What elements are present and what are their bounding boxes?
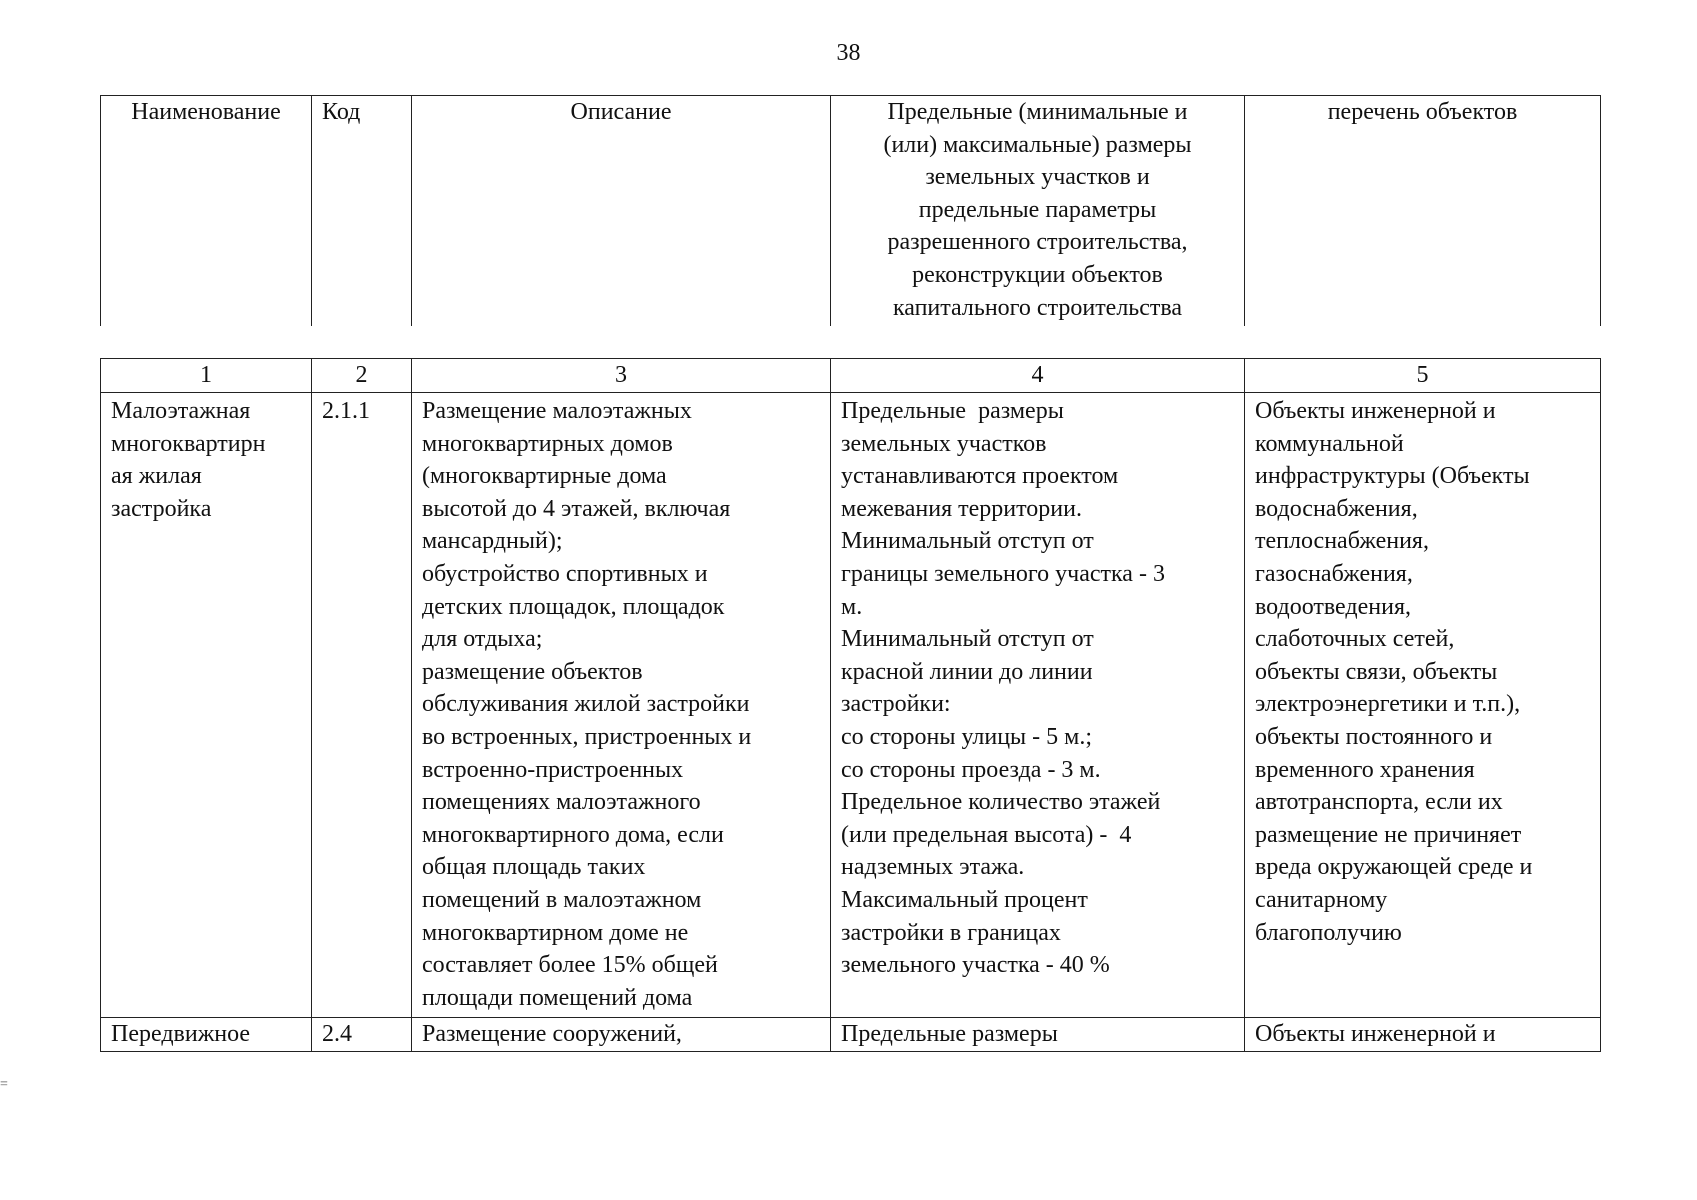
- description-line: размещение объектов: [422, 658, 643, 685]
- column-number-row: [101, 359, 1601, 393]
- parameters-line: Предельное количество этажей: [841, 789, 1161, 816]
- row-name-cell: Передвижное: [101, 1018, 312, 1052]
- parameters-line: устанавливаются проектом: [841, 463, 1119, 490]
- description-line: встроенно-пристроенных: [422, 756, 684, 783]
- objects-line: санитарному: [1255, 886, 1388, 913]
- header-parameters: [831, 96, 1245, 327]
- objects-line: объекты постоянного и: [1255, 723, 1493, 750]
- header-objects: перечень объектов: [1245, 96, 1601, 327]
- column-number: 1: [101, 359, 312, 393]
- description-line: детских площадок, площадок: [422, 593, 725, 620]
- objects-line: автотранспорта, если их: [1255, 789, 1503, 816]
- parameters-line: границы земельного участка - 3: [841, 560, 1165, 587]
- description-line: общая площадь таких: [422, 854, 646, 881]
- header-table: [100, 95, 1601, 326]
- objects-line: временного хранения: [1255, 756, 1475, 783]
- column-number: 2: [312, 359, 412, 393]
- page-number: 38: [836, 40, 861, 66]
- objects-line: инфраструктуры (Объекты: [1255, 463, 1530, 490]
- parameters-line: земельных участков: [841, 430, 1047, 457]
- row-description-cell: [412, 393, 831, 1018]
- description-line: для отдыха;: [422, 626, 543, 653]
- margin-mark: =: [0, 1077, 8, 1092]
- header-parameters-line: предельные параметры: [918, 196, 1157, 223]
- parameters-line: межевания территории.: [841, 495, 1082, 522]
- parameters-line: земельного участка - 40 %: [841, 952, 1110, 979]
- row-objects-cell: [1245, 393, 1601, 1018]
- description-line: во встроенных, пристроенных и: [422, 723, 752, 750]
- header-name: Наименование: [101, 96, 312, 327]
- header-parameters-line: Предельные (минимальные и: [887, 99, 1188, 125]
- objects-line: электроэнергетики и т.п.),: [1255, 691, 1521, 718]
- description-line: многоквартирного дома, если: [422, 821, 724, 848]
- header-parameters-line: разрешенного строительства,: [887, 229, 1188, 256]
- parameters-line: застройки в границах: [841, 919, 1061, 946]
- objects-line: теплоснабжения,: [1255, 528, 1429, 555]
- column-number: 3: [412, 359, 831, 393]
- header-parameters-line: капитального строительства: [892, 294, 1183, 321]
- description-line: мансардный);: [422, 528, 563, 555]
- objects-line: водоотведения,: [1255, 593, 1411, 620]
- objects-line: газоснабжения,: [1255, 560, 1413, 587]
- row-name-line: многоквартирн: [111, 430, 266, 457]
- parameters-line: Минимальный отступ от: [841, 626, 1094, 653]
- description-line: помещениях малоэтажного: [422, 789, 701, 816]
- objects-line: размещение не причиняет: [1255, 821, 1522, 848]
- row-code-cell: 2.1.1: [312, 393, 412, 1018]
- description-line: многоквартирных домов: [422, 430, 673, 457]
- row-name-line: Малоэтажная: [111, 398, 251, 424]
- row-parameters-cell: Предельные размеры: [831, 1018, 1245, 1052]
- objects-line: вреда окружающей среде и: [1255, 854, 1533, 881]
- parameters-line: Предельные размеры: [841, 398, 1064, 424]
- description-line: составляет более 15% общей: [422, 952, 718, 979]
- parameters-line: (или предельная высота) - 4: [841, 821, 1132, 848]
- column-number: 4: [831, 359, 1245, 393]
- parameters-line: красной линии до линии: [841, 658, 1093, 685]
- description-line: высотой до 4 этажей, включая: [422, 495, 731, 522]
- parameters-line: со стороны проезда - 3 м.: [841, 756, 1101, 783]
- header-code: Код: [312, 96, 412, 327]
- table-row: [101, 393, 1601, 1018]
- header-row: [101, 96, 1601, 327]
- header-parameters-line: земельных участков и: [925, 164, 1150, 191]
- header-parameters-line: реконструкции объектов: [912, 261, 1163, 288]
- row-name-cell: [101, 393, 312, 1018]
- parameters-line: со стороны улицы - 5 м.;: [841, 723, 1093, 750]
- description-line: обустройство спортивных и: [422, 560, 708, 587]
- description-line: многоквартирном доме не: [422, 919, 689, 946]
- parameters-line: Минимальный отступ от: [841, 528, 1094, 555]
- objects-line: Объекты инженерной и: [1255, 398, 1496, 424]
- header-description: Описание: [412, 96, 831, 327]
- parameters-line: надземных этажа.: [841, 854, 1025, 881]
- objects-line: коммунальной: [1255, 430, 1404, 457]
- description-line: обслуживания жилой застройки: [422, 691, 750, 718]
- objects-line: благополучию: [1255, 919, 1402, 946]
- parameters-line: застройки:: [841, 691, 951, 718]
- description-line: Размещение малоэтажных: [422, 398, 692, 424]
- description-line: площади помещений дома: [422, 984, 693, 1011]
- row-name-line: ая жилая: [111, 463, 202, 490]
- objects-line: водоснабжения,: [1255, 495, 1418, 522]
- objects-line: объекты связи, объекты: [1255, 658, 1498, 685]
- parameters-line: м.: [841, 593, 863, 620]
- parameters-line: Максимальный процент: [841, 886, 1088, 913]
- header-parameters-line: (или) максимальные) размеры: [883, 131, 1192, 158]
- main-table: [100, 358, 1601, 1052]
- row-objects-cell: Объекты инженерной и: [1245, 1018, 1601, 1052]
- table-row: [101, 1018, 1601, 1052]
- column-number: 5: [1245, 359, 1601, 393]
- row-name-line: застройка: [111, 495, 212, 522]
- objects-line: слаботочных сетей,: [1255, 626, 1455, 653]
- row-parameters-cell: [831, 393, 1245, 1018]
- description-line: (многоквартирные дома: [422, 463, 667, 490]
- row-description-cell: Размещение сооружений,: [412, 1018, 831, 1052]
- description-line: помещений в малоэтажном: [422, 886, 702, 913]
- row-code-cell: 2.4: [312, 1018, 412, 1052]
